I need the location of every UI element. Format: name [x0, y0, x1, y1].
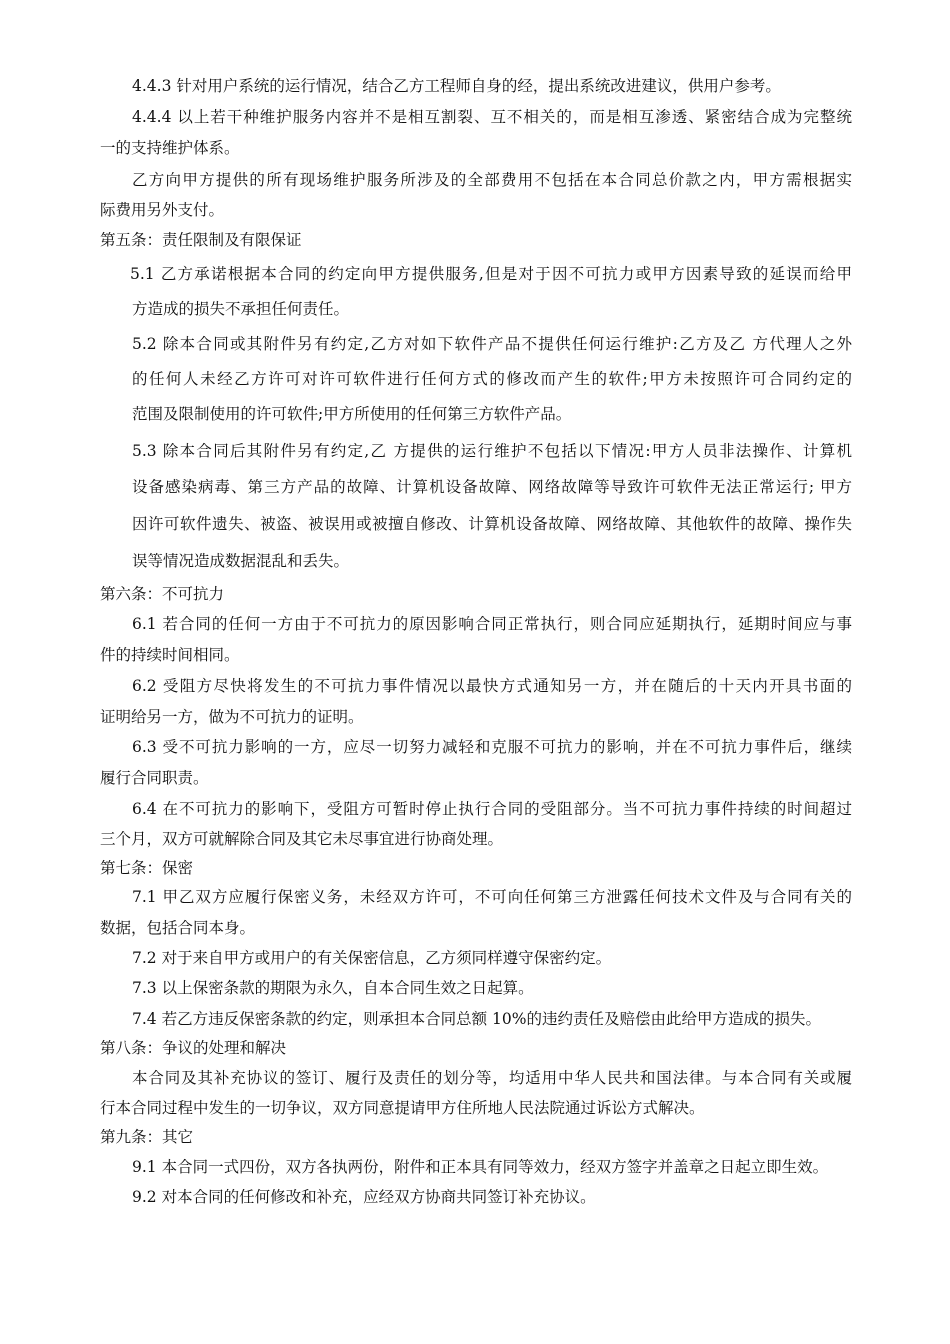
clause-5-2-line1: 5.2 除本合同或其附件另有约定,乙方对如下软件产品不提供任何运行维护:乙方及乙 方代理人之外 [132, 335, 852, 353]
clause-9-2: 9.2 对本合同的任何修改和补充，应经双方协商共同签订补充协议。 [132, 1188, 596, 1206]
clause-7-3: 7.3 以上保密条款的期限为永久，自本合同生效之日起算。 [132, 979, 534, 997]
article-5-heading: 第五条：责任限制及有限保证 [100, 231, 302, 249]
clause-6-3-line1: 6.3 受不可抗力影响的一方，应尽一切努力减轻和克服不可抗力的影响，并在不可抗力事件后，继续 [132, 738, 852, 756]
clause-7-4: 7.4 若乙方违反保密条款的约定，则承担本合同总额 10%的违约责任及赔偿由此给甲方造成的损失。 [132, 1010, 821, 1028]
clause-4-4-4-line1: 4.4.4 以上若干种维护服务内容并不是相互割裂、互不相关的，而是相互渗透、紧密结合成为完整统 [132, 108, 852, 126]
article-8-heading: 第八条：争议的处理和解决 [100, 1039, 287, 1057]
clause-5-1-line1: 5.1 乙方承诺根据本合同的约定向甲方提供服务,但是对于因不可抗力或甲方因素导致的延误而给甲 [130, 265, 852, 283]
clause-5-3-line1: 5.3 除本合同后其附件另有约定,乙 方提供的运行维护不包括以下情况:甲方人员非法操作、计算机 [132, 442, 852, 460]
fee-paragraph-line2: 际费用另外支付。 [100, 201, 225, 219]
clause-5-3-line4: 误等情况造成数据混乱和丢失。 [132, 552, 350, 570]
clause-9-1: 9.1 本合同一式四份，双方各执两份，附件和正本具有同等效力，经双方签字并盖章之日起立即生效。 [132, 1158, 829, 1176]
clause-6-2-line2: 证明给另一方，做为不可抗力的证明。 [100, 708, 364, 726]
clause-5-2-line3: 范围及限制使用的许可软件;甲方所使用的任何第三方软件产品。 [132, 405, 572, 423]
clause-7-2: 7.2 对于来自甲方或用户的有关保密信息，乙方须同样遵守保密约定。 [132, 949, 612, 967]
clause-6-1-line2: 件的持续时间相同。 [100, 646, 240, 664]
clause-6-4-line2: 三个月，双方可就解除合同及其它未尽事宜进行协商处理。 [100, 830, 504, 848]
clause-7-1-line2: 数据，包括合同本身。 [100, 919, 256, 937]
clause-4-4-4-line2: 一的支持维护体系。 [100, 139, 240, 157]
clause-6-4-line1: 6.4 在不可抗力的影响下，受阻方可暂时停止执行合同的受阻部分。当不可抗力事件持续的时间超过 [132, 800, 852, 818]
clause-5-2-line2: 的任何人未经乙方许可对许可软件进行任何方式的修改而产生的软件;甲方未按照许可合同约定的 [132, 370, 852, 388]
clause-7-1-line1: 7.1 甲乙双方应履行保密义务，未经双方许可，不可向任何第三方泄露任何技术文件及与合同有关的 [132, 888, 852, 906]
dispute-paragraph-line1: 本合同及其补充协议的签订、履行及责任的划分等，均适用中华人民共和国法律。与本合同有关或履 [132, 1069, 852, 1087]
article-9-heading: 第九条：其它 [100, 1128, 194, 1146]
clause-5-1-line2: 方造成的损失不承担任何责任。 [132, 300, 350, 318]
clause-6-1-line1: 6.1 若合同的任何一方由于不可抗力的原因影响合同正常执行，则合同应延期执行，延期时间应与事 [132, 615, 852, 633]
clause-5-3-line2: 设备感染病毒、第三方产品的故障、计算机设备故障、网络故障等导致许可软件无法正常运行; 甲方 [132, 478, 852, 496]
clause-5-3-line3: 因许可软件遗失、被盗、被误用或被擅自修改、计算机设备故障、网络故障、其他软件的故障、操作失 [132, 515, 852, 533]
clause-6-2-line1: 6.2 受阻方尽快将发生的不可抗力事件情况以最快方式通知另一方，并在随后的十天内开具书面的 [132, 677, 852, 695]
clause-4-4-3: 4.4.3 针对用户系统的运行情况，结合乙方工程师自身的经，提出系统改进建议，供用户参考。 [132, 77, 781, 95]
clause-6-3-line2: 履行合同职责。 [100, 769, 209, 787]
dispute-paragraph-line2: 行本合同过程中发生的一切争议，双方同意提请甲方住所地人民法院通过诉讼方式解决。 [100, 1099, 705, 1117]
fee-paragraph-line1: 乙方向甲方提供的所有现场维护服务所涉及的全部费用不包括在本合同总价款之内，甲方需根据实 [132, 171, 852, 189]
article-6-heading: 第六条：不可抗力 [100, 585, 225, 603]
article-7-heading: 第七条：保密 [100, 859, 194, 877]
